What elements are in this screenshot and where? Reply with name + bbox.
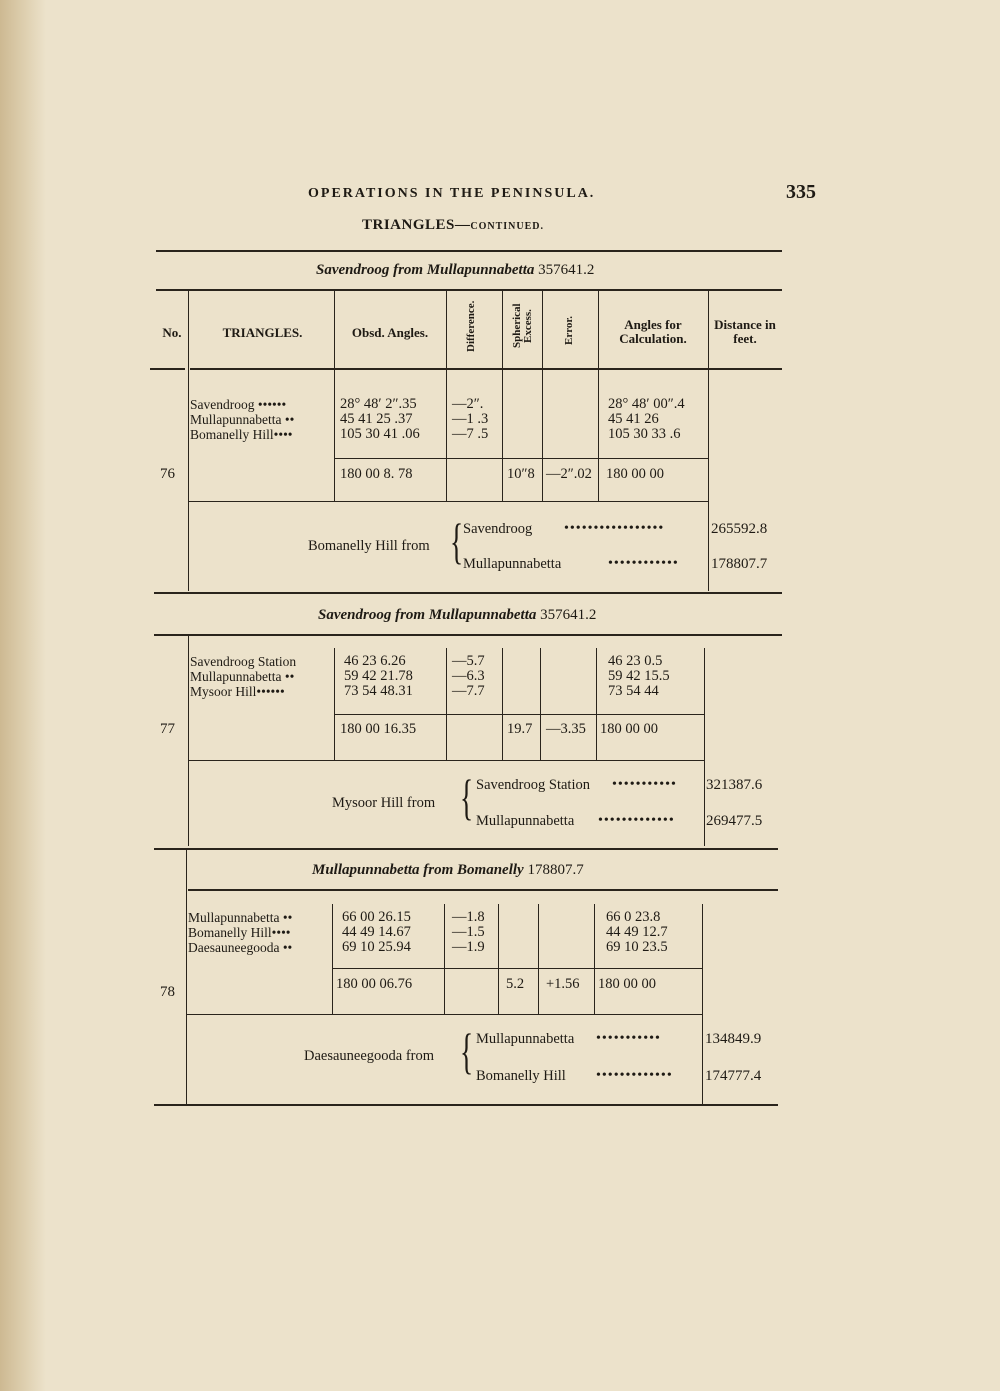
station-name: Mysoor Hill•••••• bbox=[190, 684, 285, 699]
distance-target: Mullapunnabetta bbox=[463, 556, 562, 572]
difference-value: —7.7 bbox=[452, 683, 485, 699]
observed-angle: 66 00 26.15 bbox=[342, 909, 411, 925]
column-rule bbox=[708, 289, 709, 591]
observed-angle: 45 41 25 .37 bbox=[340, 411, 413, 427]
sum-error: —2″.02 bbox=[546, 466, 592, 482]
distance-target: Mullapunnabetta bbox=[476, 813, 575, 829]
page-title: TRIANGLES—CONTINUED. bbox=[362, 217, 544, 233]
differences bbox=[452, 397, 488, 442]
rule bbox=[188, 501, 708, 502]
calculation-angle: 105 30 33 .6 bbox=[608, 426, 681, 442]
rule bbox=[334, 714, 704, 715]
rule bbox=[154, 848, 778, 850]
station-name: Bomanelly Hill•••• bbox=[188, 925, 291, 940]
calculation-angles bbox=[608, 654, 670, 699]
observed-angle: 59 42 21.78 bbox=[344, 668, 413, 684]
column-rule bbox=[542, 289, 543, 501]
header-spherical-excess: Spherical Excess. bbox=[511, 303, 534, 349]
distance-value: 174777.4 bbox=[705, 1068, 762, 1084]
calculation-angle: 45 41 26 bbox=[608, 411, 659, 427]
observed-angle: 73 54 48.31 bbox=[344, 683, 413, 699]
station-name: Savendroog •••••• bbox=[190, 397, 287, 412]
difference-value: —1 .3 bbox=[452, 411, 489, 427]
distance-target: Savendroog bbox=[463, 521, 533, 537]
column-rule bbox=[446, 289, 447, 501]
binding-shadow bbox=[0, 0, 46, 1391]
column-rule bbox=[446, 648, 447, 760]
difference-value: —7 .5 bbox=[452, 426, 489, 442]
dot-leader: •••••••••••• bbox=[608, 556, 679, 571]
difference-value: —1.5 bbox=[452, 924, 485, 940]
calculation-angles bbox=[608, 397, 685, 442]
differences bbox=[452, 654, 485, 699]
header-obsd-angles: Obsd. Angles. bbox=[351, 325, 429, 340]
sum-calculation: 180 00 00 bbox=[598, 976, 656, 992]
header-no: No. bbox=[162, 325, 182, 340]
column-rule bbox=[188, 634, 189, 846]
brace: { bbox=[460, 1023, 474, 1079]
station-name: Bomanelly Hill•••• bbox=[190, 427, 293, 442]
rule bbox=[188, 889, 778, 891]
sum-calculation: 180 00 00 bbox=[600, 721, 658, 737]
distance-from-label: Bomanelly Hill from bbox=[308, 538, 430, 554]
brace: { bbox=[450, 513, 464, 569]
calculation-angle: 59 42 15.5 bbox=[608, 668, 670, 684]
header-error: Error. bbox=[563, 315, 575, 345]
dot-leader: ••••••••••• bbox=[612, 777, 677, 792]
calculation-angle: 44 49 12.7 bbox=[606, 924, 668, 940]
column-rule bbox=[502, 648, 503, 760]
rule bbox=[156, 250, 782, 252]
triangle-number: 76 bbox=[160, 466, 175, 482]
distance-target: Savendroog Station bbox=[476, 777, 590, 793]
sum-error: +1.56 bbox=[546, 976, 580, 992]
column-rule bbox=[540, 648, 541, 760]
distance-value: 269477.5 bbox=[706, 813, 763, 829]
calculation-angle: 66 0 23.8 bbox=[606, 909, 661, 925]
distance-target: Bomanelly Hill bbox=[476, 1068, 566, 1084]
observed-angle: 44 49 14.67 bbox=[342, 924, 411, 940]
sum-error: —3.35 bbox=[546, 721, 586, 737]
column-rule bbox=[704, 648, 705, 846]
station-name: Mullapunnabetta •• bbox=[188, 910, 293, 925]
column-rule bbox=[502, 289, 503, 501]
rule bbox=[154, 592, 782, 594]
header-triangles: TRIANGLES. bbox=[222, 325, 303, 340]
rule bbox=[190, 368, 782, 370]
column-rule bbox=[702, 904, 703, 1104]
observed-angle: 105 30 41 .06 bbox=[340, 426, 420, 442]
column-rule bbox=[334, 289, 335, 501]
station-list bbox=[190, 654, 296, 699]
table-caption: Mullapunnabetta from Bomanelly 178807.7 bbox=[312, 862, 584, 878]
difference-value: —5.7 bbox=[452, 653, 485, 669]
dot-leader: ••••••••••• bbox=[596, 1031, 661, 1046]
difference-value: —1.9 bbox=[452, 939, 485, 955]
observed-angles bbox=[340, 397, 420, 442]
rule bbox=[186, 1014, 702, 1015]
column-rule bbox=[596, 648, 597, 760]
rule bbox=[156, 289, 782, 291]
header-difference: Difference. bbox=[465, 300, 477, 352]
distance-value: 134849.9 bbox=[705, 1031, 762, 1047]
rule bbox=[188, 760, 704, 761]
triangle-number: 77 bbox=[160, 721, 175, 737]
column-rule bbox=[444, 904, 445, 1014]
dot-leader: ••••••••••••• bbox=[596, 1068, 673, 1083]
sum-observed: 180 00 16.35 bbox=[340, 721, 417, 737]
rule bbox=[154, 634, 782, 636]
rule bbox=[334, 458, 708, 459]
station-name: Mullapunnabetta •• bbox=[190, 669, 295, 684]
distance-from-label: Mysoor Hill from bbox=[332, 795, 436, 811]
sum-excess: 10″8 bbox=[507, 466, 535, 482]
observed-angle: 69 10 25.94 bbox=[342, 939, 411, 955]
header-angles-for-calculation: Angles for Calculation. bbox=[619, 317, 687, 346]
column-rule bbox=[332, 904, 333, 1014]
calculation-angle: 46 23 0.5 bbox=[608, 653, 663, 669]
column-rule bbox=[188, 289, 189, 591]
sum-observed: 180 00 06.76 bbox=[336, 976, 413, 992]
calculation-angles bbox=[606, 910, 668, 955]
station-list bbox=[188, 910, 292, 955]
station-name: Mullapunnabetta •• bbox=[190, 412, 295, 427]
rule bbox=[154, 1104, 778, 1106]
differences bbox=[452, 910, 485, 955]
column-rule bbox=[186, 848, 187, 1104]
difference-value: —2″. bbox=[452, 396, 484, 412]
column-rule bbox=[594, 904, 595, 1014]
rule bbox=[150, 368, 185, 370]
calculation-angle: 69 10 23.5 bbox=[606, 939, 668, 955]
sum-calculation: 180 00 00 bbox=[606, 466, 664, 482]
observed-angles bbox=[344, 654, 413, 699]
observed-angles bbox=[342, 910, 411, 955]
dot-leader: ••••••••••••••••• bbox=[564, 521, 665, 536]
column-rule bbox=[334, 648, 335, 760]
rule bbox=[332, 968, 702, 969]
station-name: Daesauneegooda •• bbox=[188, 940, 293, 955]
calculation-angle: 28° 48′ 00″.4 bbox=[608, 396, 685, 412]
page-number: 335 bbox=[786, 181, 816, 203]
running-head: OPERATIONS IN THE PENINSULA. bbox=[308, 186, 596, 201]
difference-value: —6.3 bbox=[452, 668, 485, 684]
station-name: Savendroog Station bbox=[190, 654, 297, 669]
triangle-number: 78 bbox=[160, 984, 175, 1000]
distance-value: 178807.7 bbox=[711, 556, 768, 572]
sum-excess: 5.2 bbox=[506, 976, 525, 992]
difference-value: —1.8 bbox=[452, 909, 485, 925]
sum-excess: 19.7 bbox=[507, 721, 533, 737]
observed-angle: 46 23 6.26 bbox=[344, 653, 406, 669]
distance-from-label: Daesauneegooda from bbox=[304, 1048, 435, 1064]
calculation-angle: 73 54 44 bbox=[608, 683, 659, 699]
header-distance: Distance in feet. bbox=[714, 317, 776, 346]
distance-value: 321387.6 bbox=[706, 777, 763, 793]
distance-value: 265592.8 bbox=[711, 521, 768, 537]
station-list bbox=[190, 397, 294, 442]
table-caption: Savendroog from Mullapunnabetta 357641.2 bbox=[316, 262, 595, 278]
sum-observed: 180 00 8. 78 bbox=[340, 466, 413, 482]
column-rule bbox=[538, 904, 539, 1014]
observed-angle: 28° 48′ 2″.35 bbox=[340, 396, 417, 412]
column-rule bbox=[498, 904, 499, 1014]
brace: { bbox=[460, 769, 474, 825]
dot-leader: ••••••••••••• bbox=[598, 813, 675, 828]
column-rule bbox=[598, 289, 599, 501]
distance-target: Mullapunnabetta bbox=[476, 1031, 575, 1047]
table-caption: Savendroog from Mullapunnabetta 357641.2 bbox=[318, 607, 597, 623]
